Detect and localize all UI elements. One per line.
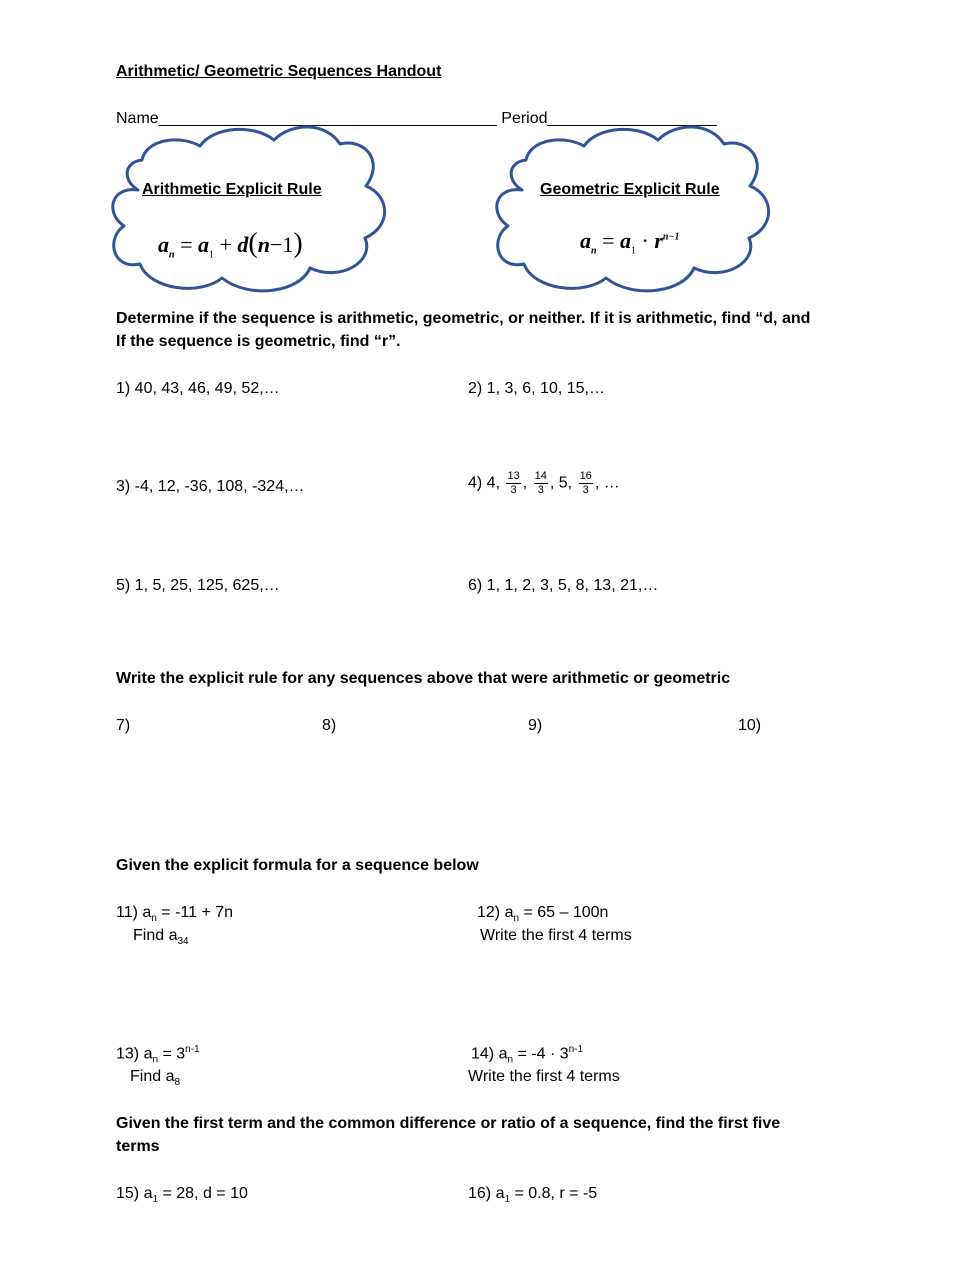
page-title: Arithmetic/ Geometric Sequences Handout [116,63,442,80]
q11-task-pre: Find a [133,927,178,944]
formula-equals: = [180,232,193,257]
formula-an: a [158,232,169,257]
question-14 [471,1044,583,1066]
q11-sub: n [151,913,157,925]
section1-instruction-line1: Determine if the sequence is arithmetic, geometric, or neither. If it is arithmetic, find “d, and [116,310,811,327]
arithmetic-cloud [113,127,385,291]
formula-rparen: ) [293,228,303,259]
question-9: 9) [528,717,543,734]
section2-instruction: Write the explicit rule for any sequences above that were arithmetic or geometric [116,670,731,687]
q16-pre: 16) a [468,1185,505,1202]
arithmetic-formula [158,228,303,260]
frac-den: 3 [510,484,517,496]
question-11-task [133,927,189,947]
question-14-task: Write the first 4 terms [468,1068,620,1085]
formula-r: r [654,228,663,253]
formula-equals: = [602,228,615,253]
section4-instruction-line1: Given the first term and the common difference or ratio of a sequence, find the first five [116,1115,781,1132]
q14-sub: n [507,1054,514,1066]
q12-pre: 12) a [477,904,514,921]
q4-mid: , 5, [549,474,573,492]
formula-sub-n: n [169,249,175,261]
formula-an: a [580,228,591,253]
formula-one: 1 [282,232,294,257]
fraction-14-3 [534,470,548,497]
formula-minus: − [269,232,283,257]
question-3: 3) -4, 12, -36, 108, -324,… [116,478,305,495]
formula-sub-n: n [591,245,597,257]
formula-d: d [237,232,249,257]
formula-a1: a [197,232,209,257]
formula-sub-1: 1 [208,249,214,261]
fraction-13-3 [506,470,520,497]
q13-post: = 3 [158,1045,186,1063]
q11-task-sub: 34 [177,936,189,948]
section3-instruction: Given the explicit formula for a sequence below [116,857,479,874]
q16-post: = 0.8, r = -5 [510,1185,598,1202]
frac-num: 16 [579,470,592,482]
q11-post: = -11 + 7n [156,904,234,921]
name-period-line[interactable]: Name______________________________________ Period___________________ [116,110,717,127]
question-12 [477,904,608,924]
q14-sup: n-1 [568,1044,584,1055]
frac-den: 3 [537,484,544,496]
question-15 [116,1185,248,1205]
frac-den: 3 [582,484,589,496]
formula-n: n [257,232,270,257]
q13-sub: n [152,1054,159,1066]
formula-exponent: n−1 [662,231,680,243]
geometric-formula [580,228,680,256]
question-13 [116,1044,200,1066]
fraction-16-3 [579,470,593,497]
q16-sub: 1 [504,1194,511,1206]
question-10: 10) [738,717,762,734]
q15-pre: 15) a [116,1185,153,1202]
section1-instruction-line2: If the sequence is geometric, find “r”. [116,333,401,350]
clouds-graphic [0,0,979,310]
q14-post: = -4 · 3 [513,1045,569,1063]
frac-num: 13 [507,470,520,482]
arithmetic-rule-title: Arithmetic Explicit Rule [142,181,322,198]
question-12-task: Write the first 4 terms [480,927,632,944]
question-13-task [130,1068,180,1088]
formula-plus: + [219,232,232,257]
q15-post: = 28, d = 10 [158,1185,248,1202]
q14-pre: 14) a [471,1045,508,1063]
q4-end: , … [594,474,620,492]
q13-pre: 13) a [116,1045,153,1063]
question-2: 2) 1, 3, 6, 10, 15,… [468,380,605,397]
question-4 [468,470,620,497]
q12-sub: n [513,913,520,925]
q11-pre: 11) a [116,904,152,921]
q4-prefix: 4) 4, [468,474,505,492]
question-1: 1) 40, 43, 46, 49, 52,… [116,380,280,397]
section4-instruction-line2: terms [116,1138,160,1155]
formula-dot: · [641,228,649,253]
q13-task-pre: Find a [130,1068,175,1085]
q13-task-sub: 8 [174,1077,181,1089]
frac-num: 14 [534,470,547,482]
question-7: 7) [116,717,131,734]
formula-a1: a [619,228,631,253]
question-5: 5) 1, 5, 25, 125, 625,… [116,577,280,594]
geometric-rule-title: Geometric Explicit Rule [540,181,720,198]
q12-post: = 65 – 100n [519,904,609,921]
question-6: 6) 1, 1, 2, 3, 5, 8, 13, 21,… [468,577,659,594]
q15-sub: 1 [152,1194,159,1206]
formula-lparen: ( [248,228,258,259]
question-16 [468,1185,597,1205]
question-8: 8) [322,717,337,734]
formula-sub-1: 1 [630,245,636,257]
q13-sup: n-1 [185,1044,200,1055]
question-11 [116,904,233,924]
q4-comma: , [522,474,528,492]
geometric-cloud [497,127,769,291]
